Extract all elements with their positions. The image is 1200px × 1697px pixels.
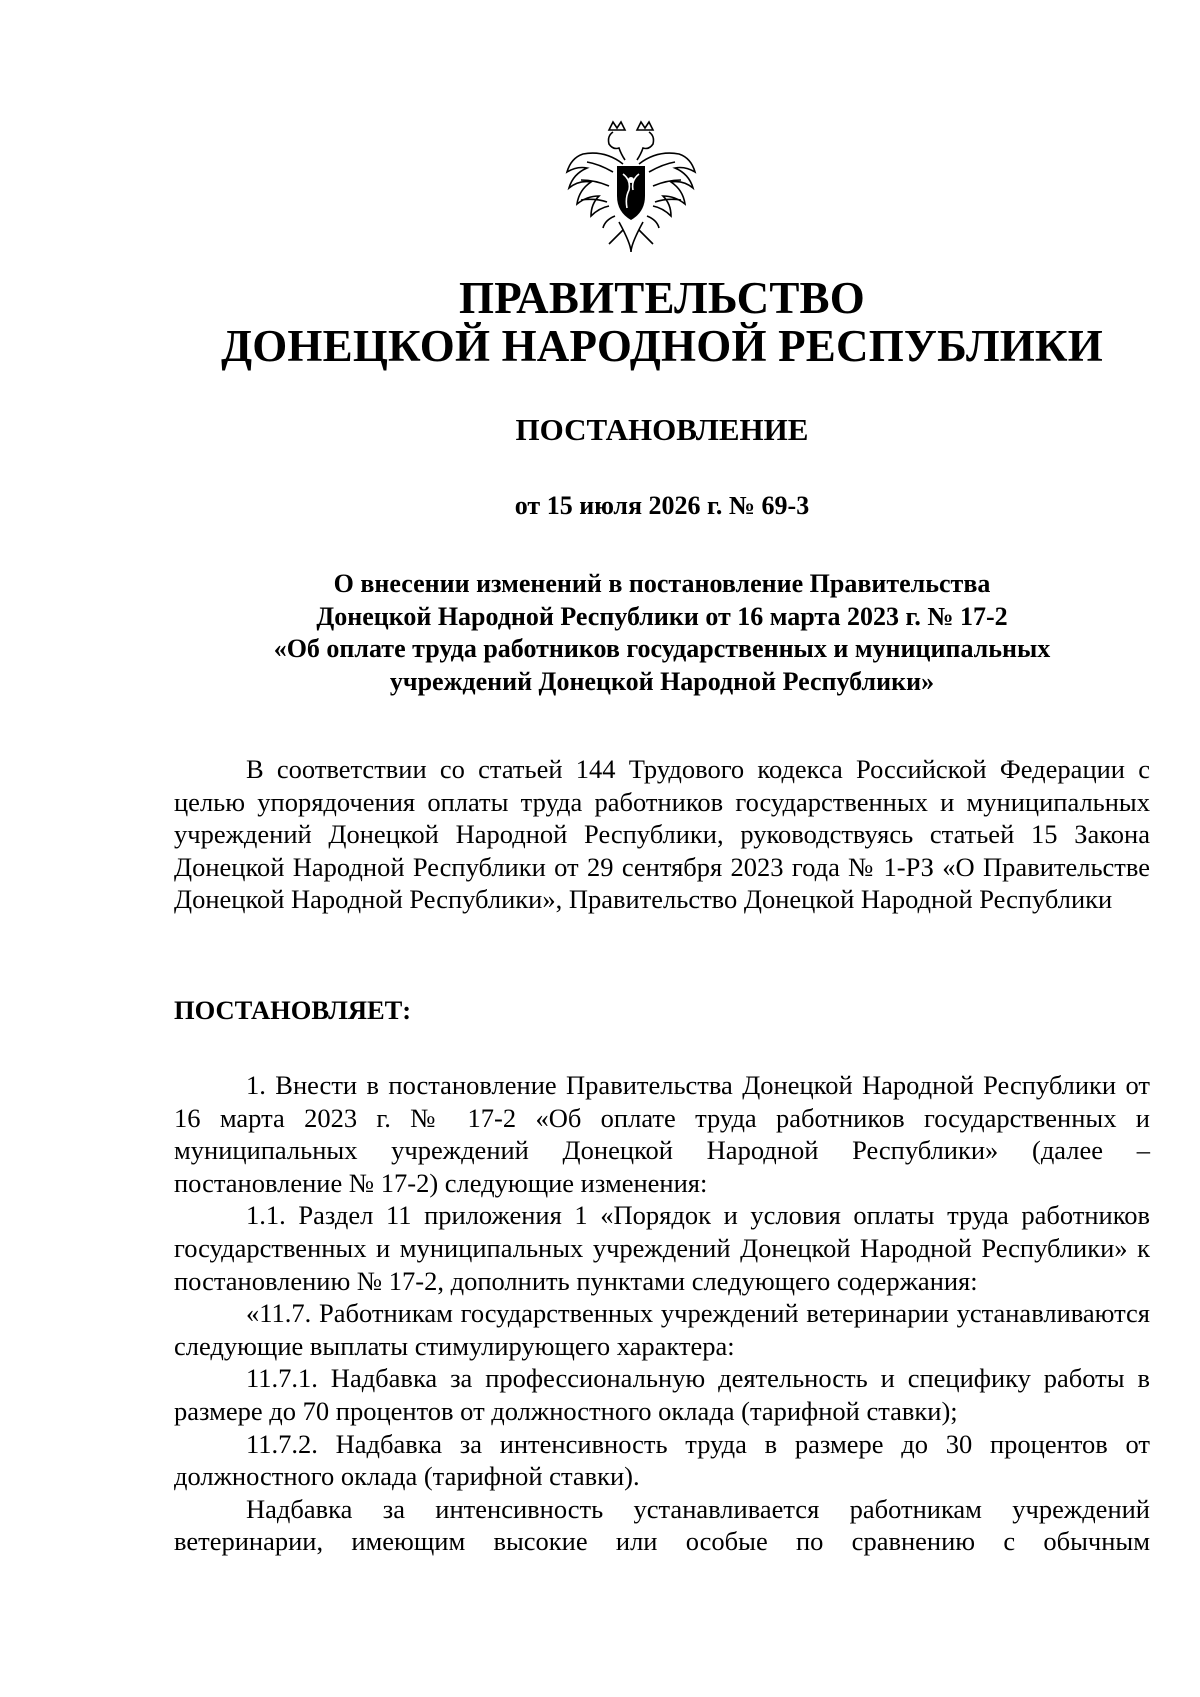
document-subject [174, 568, 1150, 698]
subject-line-2: Донецкой Народной Республики от 16 марта 2023 г. № 17-2 [316, 601, 1008, 631]
organization-title-line-2: ДОНЕЦКОЙ НАРОДНОЙ РЕСПУБЛИКИ [221, 321, 1103, 371]
clause-paragraph: 11.7.1. Надбавка за профессиональную деятельность и специфику работы в размере до 70 процентов от должностного оклада (тарифной ставки); [174, 1363, 1150, 1426]
subject-line-4: учреждений Донецкой Народной Республики» [389, 666, 935, 696]
subject-line-3: «Об оплате труда работников государственных и муниципальных [273, 634, 1051, 663]
document-type-heading: ПОСТАНОВЛЕНИЕ [515, 412, 809, 447]
preamble-section [174, 753, 1150, 916]
clause-paragraph: 1.1. Раздел 11 приложения 1 «Порядок и условия оплаты труда работников государственных и муниципальных учреждений Донецкой Народной Республики» к постановлению № 17-2, дополнить пунктами следующего содержания: [174, 1200, 1150, 1296]
clauses-section [174, 1069, 1150, 1558]
clause-paragraph: 1. Внести в постановление Правительства Донецкой Народной Республики от 16 марта 2023 г. № 17-2 «Об оплате труда работников государственных и муниципальных учреждений Донецкой Народной Республики» (далее – постановление № 17-2) следующие изменения: [174, 1070, 1150, 1198]
clause-paragraph: «11.7. Работникам государственных учреждений ветеринарии устанавливаются следующие выплаты стимулирующего характера: [174, 1298, 1150, 1361]
preamble-paragraph: В соответствии со статьей 144 Трудового кодекса Российской Федерации с целью упорядочения оплаты труда работников государственных и муниципальных учреждений Донецкой Народной Республики, руководствуясь статьей 15 Закона Донецкой Народной Республики от 29 сентября 2023 года № 1-РЗ «О Правительстве Донецкой Народной Республики», Правительство Донецкой Народной Республики [174, 754, 1150, 915]
clause-paragraph: 11.7.2. Надбавка за интенсивность труда в размере до 30 процентов от должностного оклада (тарифной ставки). [174, 1428, 1150, 1492]
organization-title-line-1: ПРАВИТЕЛЬСТВО [459, 273, 865, 323]
coat-of-arms-emblem [565, 118, 697, 260]
subject-line-1: О внесении изменений в постановление Правительства [333, 569, 991, 598]
document-date-number: от 15 июля 2026 г. № 69-3 [514, 491, 810, 520]
clause-paragraph: Надбавка за интенсивность устанавливается работникам учреждений ветеринарии, имеющим высокие или особые по сравнению с обычным [174, 1493, 1150, 1557]
resolve-heading: ПОСТАНОВЛЯЕТ: [174, 995, 412, 1025]
